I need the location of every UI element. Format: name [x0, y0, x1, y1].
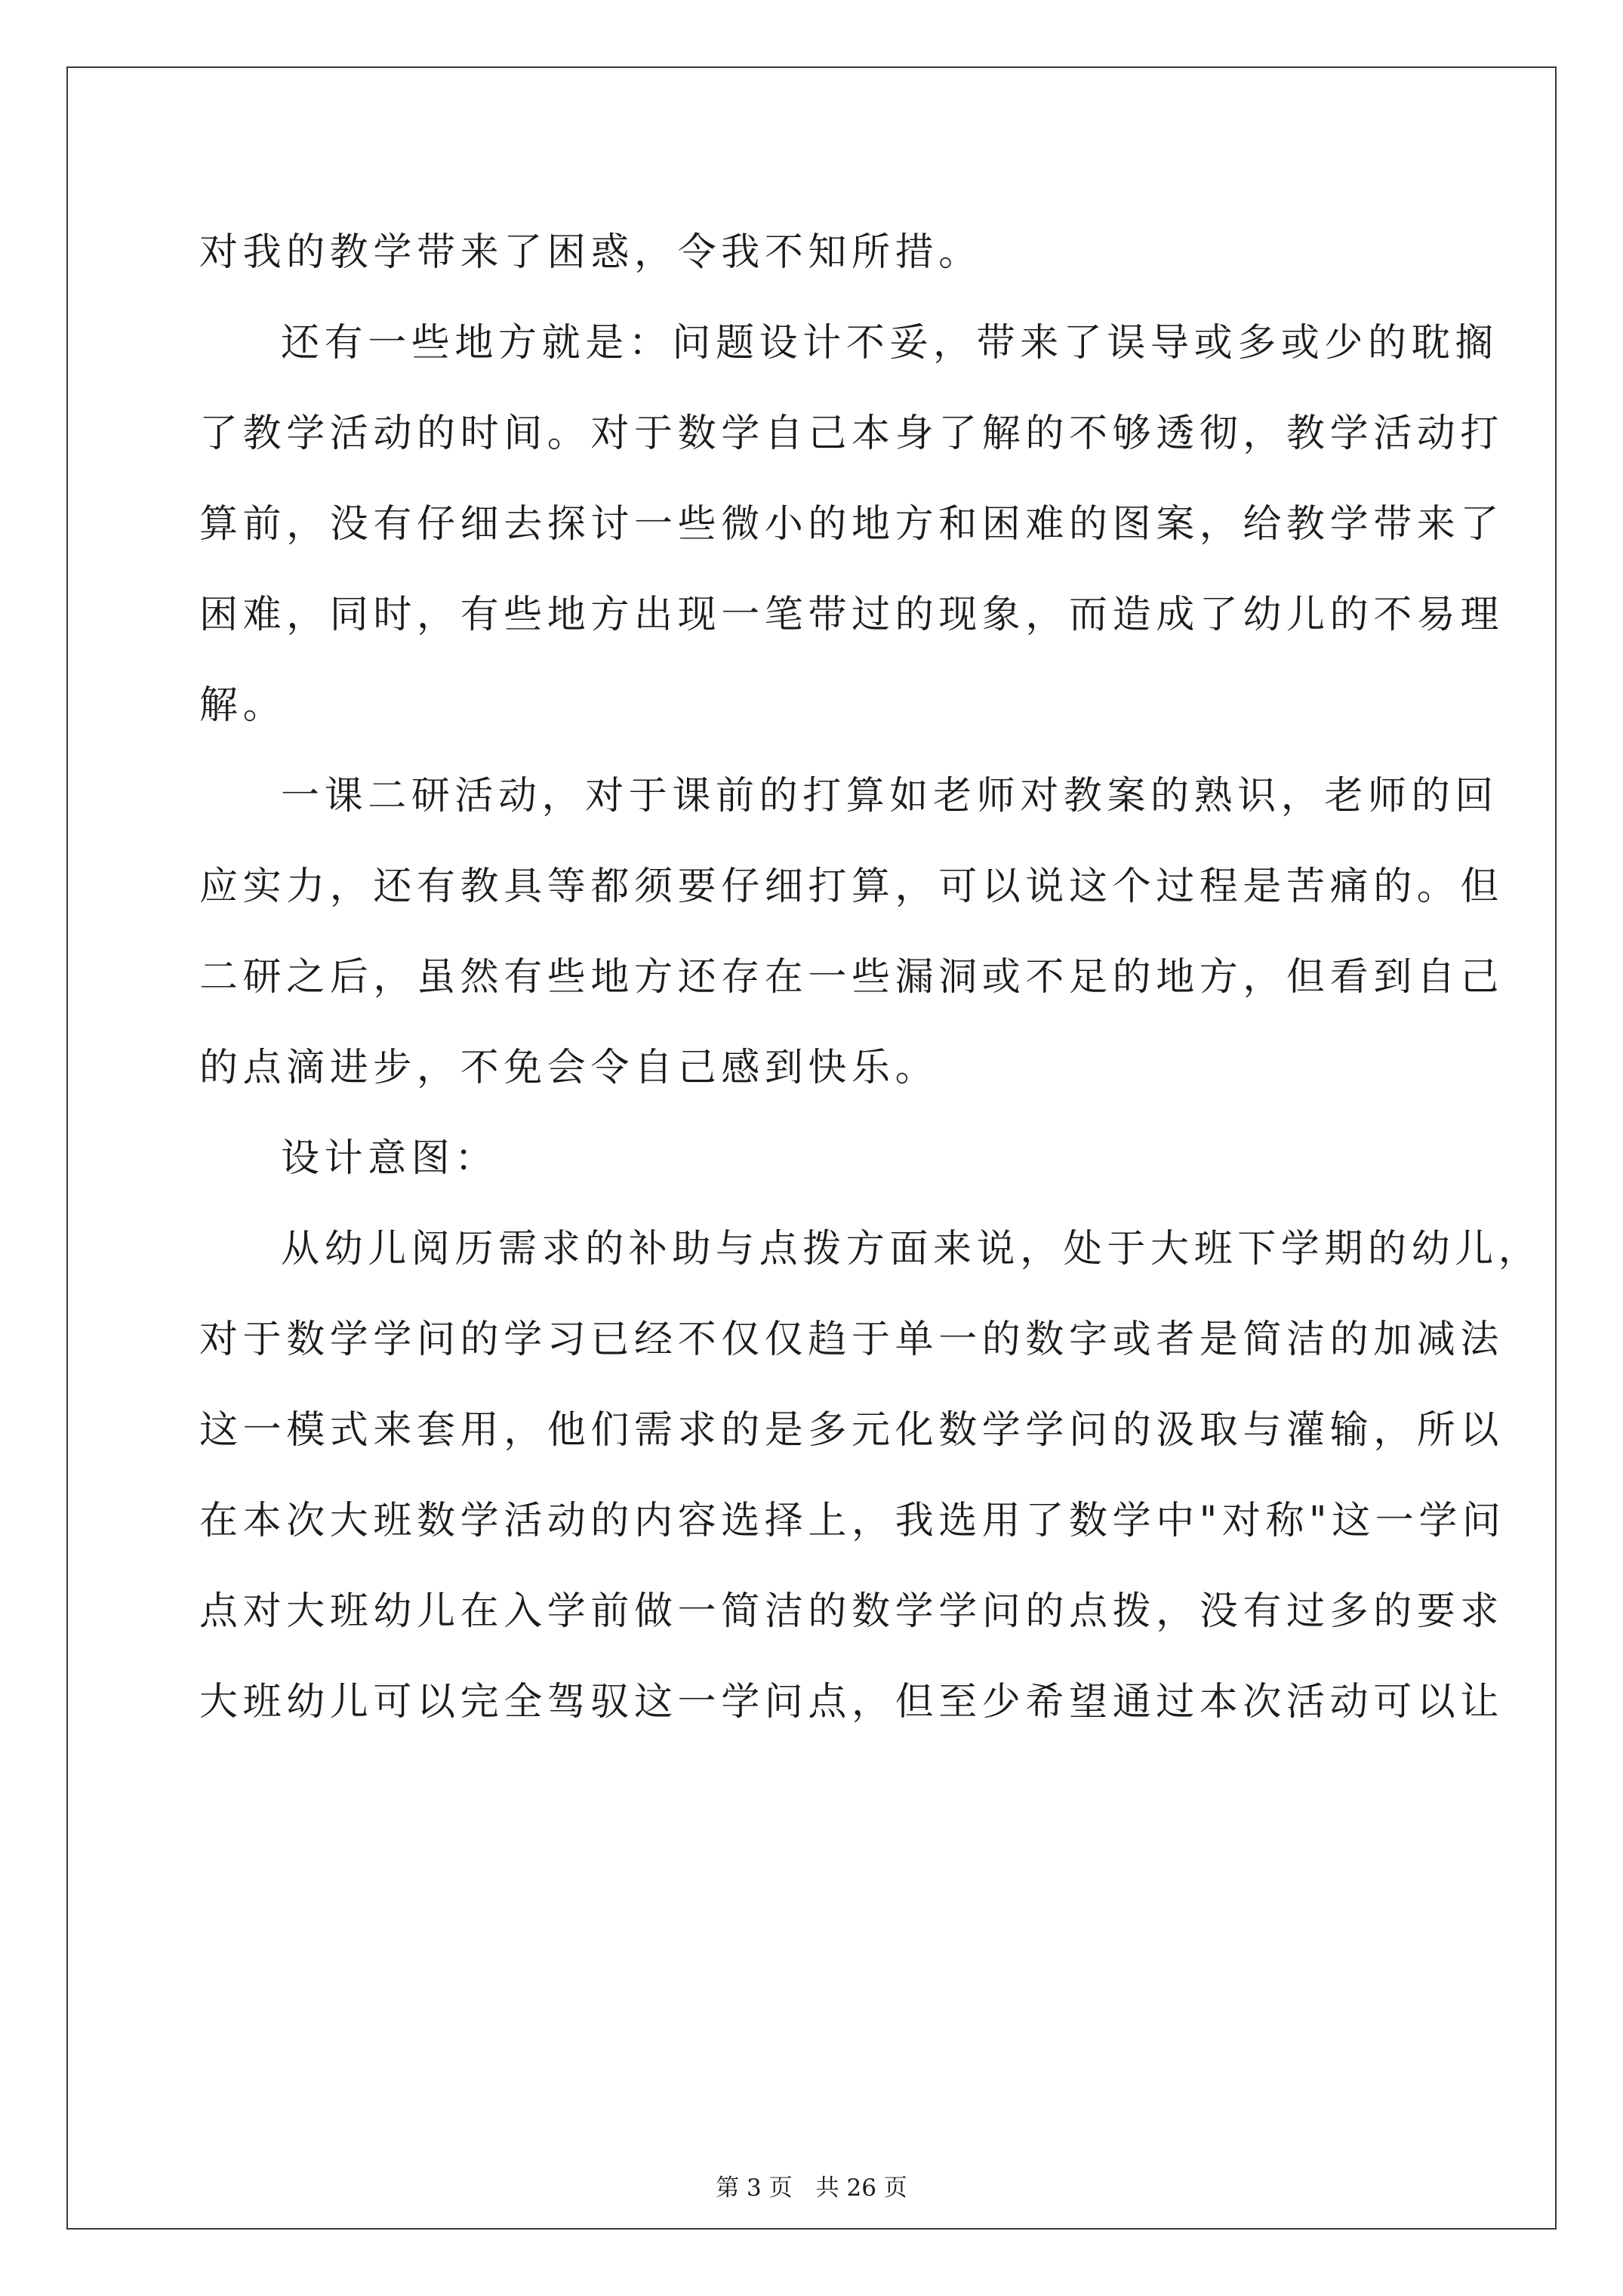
text-line-5: 困难，同时，有些地方出现一笔带过的现象，而造成了幼儿的不易理: [199, 593, 1504, 637]
text-line-15: 在本次大班数学活动的内容选择上，我选用了数学中"对称"这一学问: [199, 1499, 1506, 1543]
text-line-13: 对于数学学问的学习已经不仅仅趋于单一的数字或者是简洁的加减法: [199, 1318, 1504, 1362]
text-line-2: 还有一些地方就是：问题设计不妥，带来了误导或多或少的耽搁: [281, 321, 1498, 365]
text-line-16: 点对大班幼儿在入学前做一简洁的数学学问的点拨，没有过多的要求: [199, 1589, 1504, 1634]
text-line-4: 算前，没有仔细去探讨一些微小的地方和困难的图案，给教学带来了: [199, 502, 1504, 547]
text-line-6: 解。: [199, 683, 287, 728]
text-line-9: 二研之后，虽然有些地方还存在一些漏洞或不足的地方，但看到自己: [199, 955, 1504, 1000]
text-line-8: 应实力，还有教具等都须要仔细打算，可以说这个过程是苦痛的。但: [199, 864, 1504, 909]
text-line-3: 了教学活动的时间。对于数学自己本身了解的不够透彻，教学活动打: [199, 411, 1504, 456]
text-line-7: 一课二研活动，对于课前的打算如老师对教案的熟识，老师的回: [281, 774, 1498, 818]
text-line-12: 从幼儿阅历需求的补助与点拨方面来说，处于大班下学期的幼儿，: [281, 1227, 1542, 1271]
text-line-14: 这一模式来套用，他们需求的是多元化数学学问的汲取与灌输，所以: [199, 1408, 1504, 1453]
section-heading-design-intent: 设计意图：: [281, 1136, 499, 1181]
text-line-17: 大班幼儿可以完全驾驭这一学问点，但至少希望通过本次活动可以让: [199, 1680, 1504, 1724]
text-line-1: 对我的教学带来了困惑，令我不知所措。: [199, 230, 982, 275]
text-line-10: 的点滴进步，不免会令自己感到快乐。: [199, 1046, 939, 1090]
page-number-footer: 第 3 页 共 26 页: [716, 2174, 907, 2202]
